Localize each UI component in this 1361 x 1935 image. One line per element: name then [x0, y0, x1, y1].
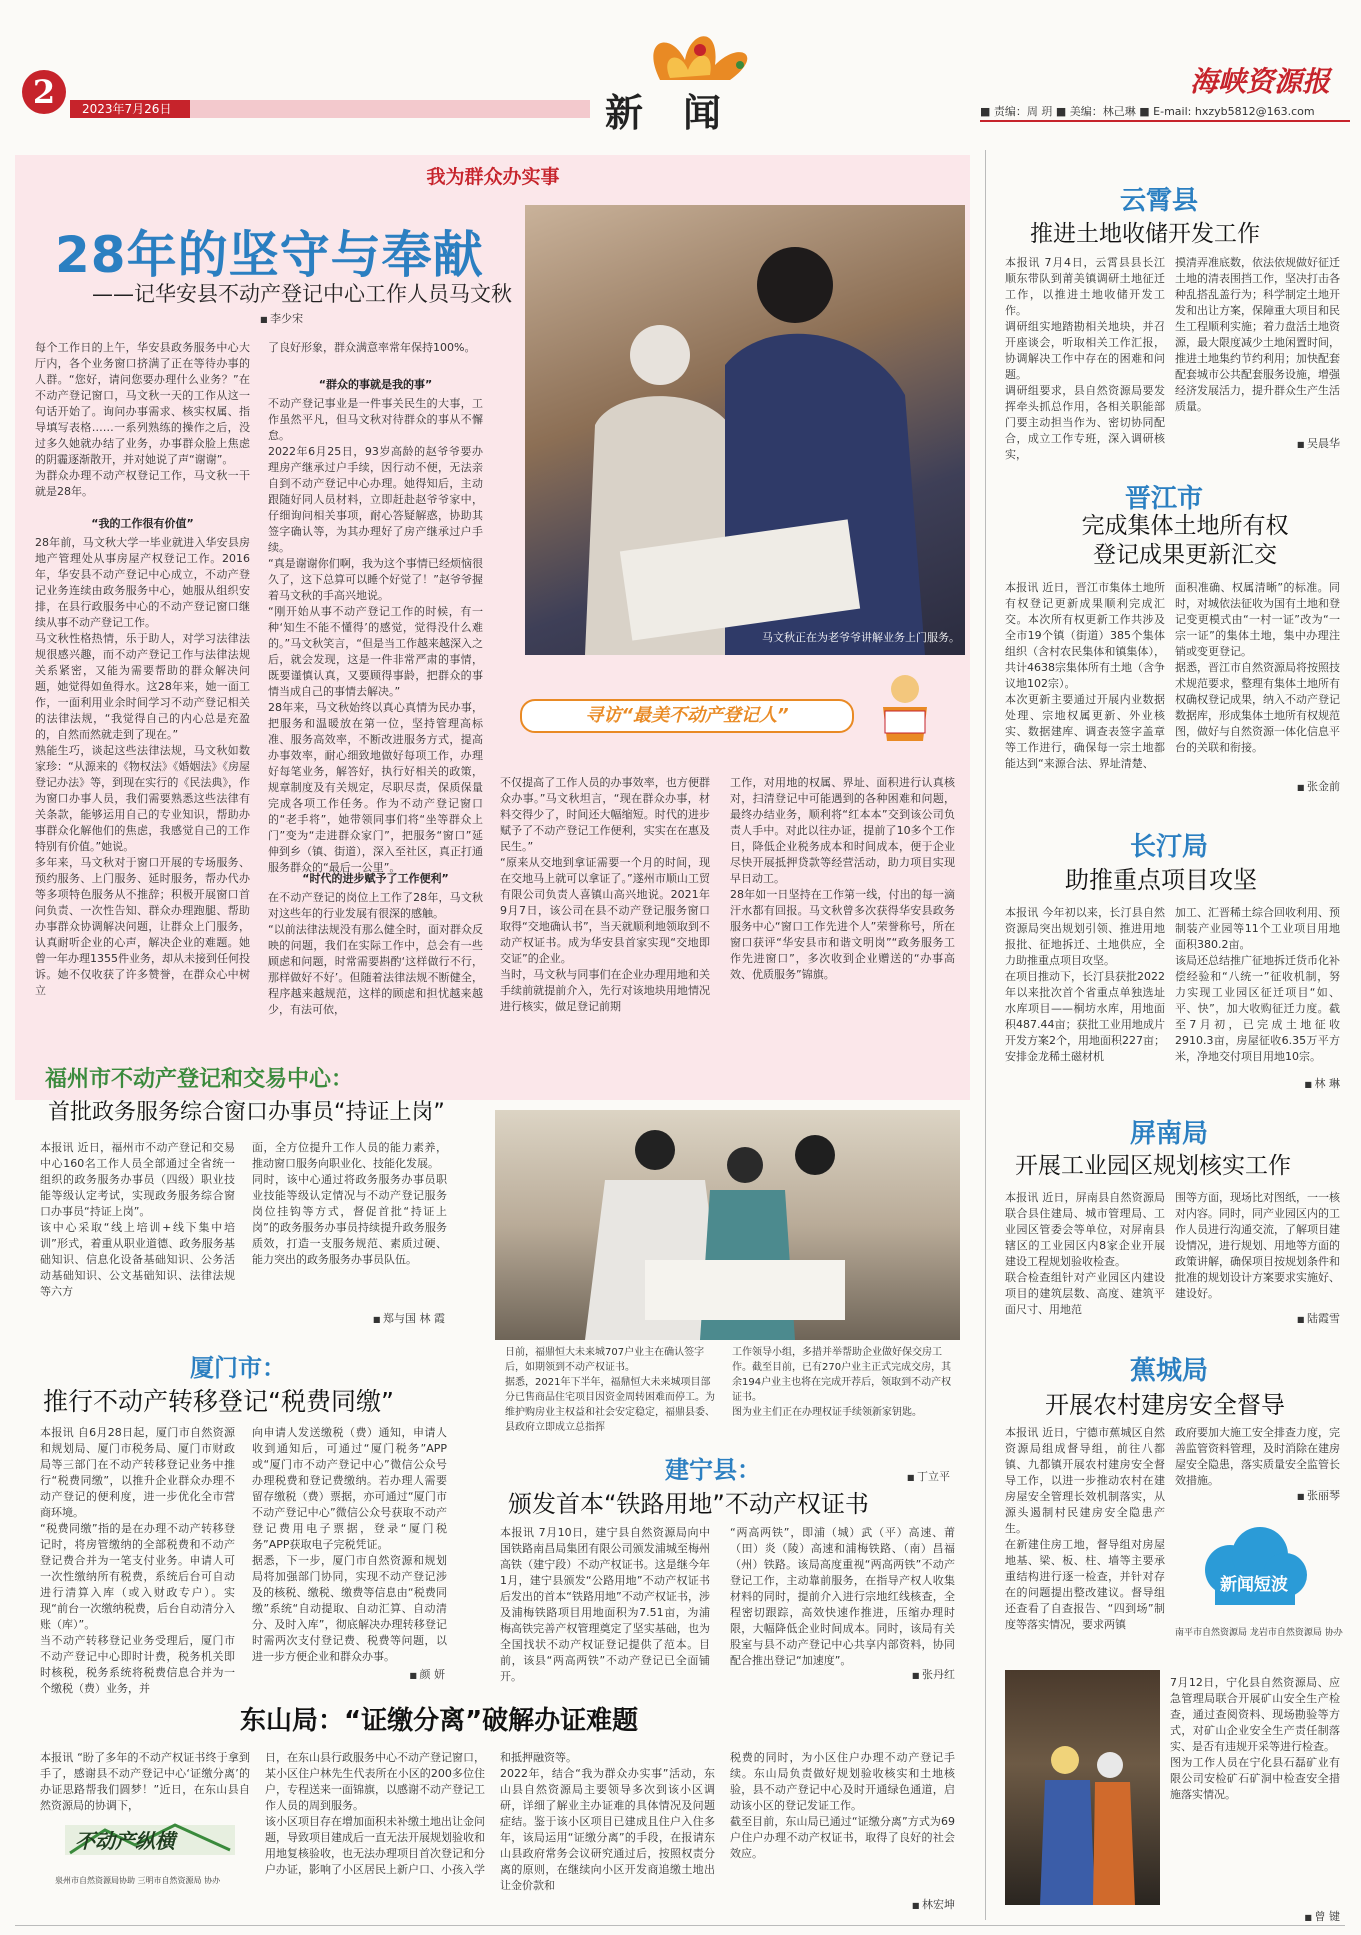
- xiamen-subtitle: 推行不动产转移登记“税费同缴”: [43, 1387, 394, 1416]
- section-char-2: 闻: [683, 90, 762, 135]
- search-badge: [520, 695, 880, 735]
- pingnan-author: ■ 陆霞雪: [1250, 1310, 1340, 1326]
- section-char-1: 新: [605, 90, 684, 135]
- jiaocheng-title: 蕉城局: [1130, 1356, 1209, 1386]
- jianning-photo: [495, 1110, 960, 1340]
- fuzhou-subtitle: 首批政务服务综合窗口办事员“持证上岗”: [48, 1100, 445, 1125]
- column-logo-sponsors: 泉州市自然资源局协助 三明市自然资源局 协办: [55, 1876, 221, 1885]
- feature-col4: 工作，对用地的权属、界址、面积进行认真核对，扫清登记中可能遇到的各种困难和问题，最终办结业务，顺利将“红本本”交到该公司负责人手中。对此以往办证，提前了10多个工作日，降低企业税务成本和时间成本，便于企业尽快开展抵押贷款等经营活动，助力项目实现早日动工。 28年如一日坚持在工作第一线，付出的每一滴汗水都有回报。马文秋曾多次获得华安县政务服务中心“窗口工作先进个人”荣誉称号，所在窗口获评“华安县市和谐文明岗”“政务服务工作先进窗口”，多次收到企业赠送的“办事高效、优质服务”锦旗。: [730, 776, 955, 981]
- yunxiao-title: 云霄县: [1120, 186, 1199, 216]
- issue-date: 2023年7月26日: [82, 102, 172, 116]
- right-column-divider: [985, 150, 986, 1920]
- yunxiao-col2: 摸清弄准底数，依法依规做好征迁土地的清表围挡工作，坚决打击各种乱搭乱盖行为；科学制定土地开发和出让方案，保障重大项目和民生工程顺利实施；着力盘活土地资源，最大限度减少土地闲置时间，推进土地集约节约利用；加快配套配套城市公共配套服务设施，增强经济发展活力，提升群众生产生活质量。: [1175, 256, 1340, 413]
- xiamen-col2: 向申请人发送缴税（费）通知，申请人收到通知后，可通过“厦门税务”APP或“厦门市不动产登记中心”微信公众号办理税费和登记费缴纳。若办理人需要留存缴税（费）票据，亦可通过“厦门市不动产登记中心”微信公众号获取不动产登记费用电子票据，登录“厦门税务”APP获取电子完税凭证。 据悉，下一步，厦门市自然资源和规划局将加强部门协同，实现不动产登记涉及的核税、缴税、缴费等信息由“税费同缴”系统“自动提取、自动汇算、自动清分、及时入库”，彻底解决办理转移登记时需两次支付登记费、税费等问题，以进一步方便企业和群众办事。: [252, 1426, 447, 1663]
- changting-col2: 加工、汇晋稀土综合回收利用、预制装产业园等11个工业项目用地面积380.2亩。 该局还总结推广征地拆迁货币化补偿经验和“八统一”征收机制，努力实现工业园区征迁项目“如、平、快”，加大收购征迁力度。截至7月初，已完成土地征收2910.3亩，房屋征收6.35万平方米，净地交付项目用地10宗。: [1175, 906, 1340, 1063]
- badge-label: 寻访“最美不动产登记人”: [520, 699, 854, 733]
- jianning-caption-1: 日前，福鼎恒大未来城707户业主在确认签字后，如期领到不动产权证书。 据悉，2021年下半年，福鼎恒大未来城项目部分已售商品住宅项目因资金周转困难而停工。为维护购房业主权益和社会安定稳定，福鼎县委、县政府立即成立总指挥: [505, 1347, 715, 1433]
- feature-col2-subhead-1: “群众的事就是我的事”: [318, 378, 433, 391]
- column-logo-title: 不动产纵横: [75, 1829, 175, 1853]
- feature-col1-body: 28年前，马文秋大学一毕业就进入华安县房地产管理处从事房屋产权登记工作。2016年，华安县不动产登记中心成立，不动产登记业务连续由政务服务中心，她服从组织安排，在县行政服务中心的不动产登记窗口继续从事不动产登记工作。 马文秋性格热情，乐于助人，对学习法律法规很感兴趣，而不动产登记工作与法律法规关系紧密，又能为需要帮助的群众解决问题，她觉得如鱼得水。这28年来，她一面工作，一面利用业余时间学习不动产登记相关的法律法规，“我觉得自己的内心总是充盈的，自然而然就走到了现在。” 熟能生巧，谈起这些法律法规，马文秋如数家珍：“从源来的《物权法》《婚姻法》《房屋登记办法》等，到现在实行的《民法典》，作为窗口办事人员，我们需要熟悉这些法律有关条款，能够运用自己的专业知识，帮助办事群众化解他们的焦虑，我感觉自己的工作特别有价值。”她说。 多年来，马文秋对于窗口开展的专场服务、预约服务、上门服务、延时服务，帮办代办等多项特色服务从不推辞；积极开展窗口首问负责、一次性告知、群众办理跑腿、帮助办事群众协调解决问题，让群众上门服务，认真耐听企业的心声，解决企业的难题。她曾一年办理1355件业务，却从未接到任何投诉。她不仅收获了许多赞誉，在群众心中树立: [35, 536, 250, 997]
- feature-col1-intro: 每个工作日的上午，华安县政务服务中心大厅内，各个业务窗口挤满了正在等待办事的人群。“您好，请问您要办理什么业务？”在不动产登记窗口，马文秋一天的工作从这一句话开始了。询问办事需求、核实权属、指导填写表格……一系列熟练的操作之后，没过多久她就办结了业务，办事群众脸上焦虑的阴霾逐渐散开，并对她说了声“谢谢”。 为群众办理不动产权登记工作，马文秋一干就是28年。: [35, 341, 250, 498]
- feature-title: 28年的坚守与奉献: [55, 226, 484, 284]
- brief-photo: [1005, 1670, 1160, 1905]
- dongshan-col4: 税费的同时，为小区住户办理不动产登记手续。东山局负责做好规划验收核实和土地核验，县不动产登记中心及时开通绿色通道，启动该小区的登记发证工作。 截至目前，东山局已通过“证缴分离”方式为69户住户办理不动产权证书，取得了良好的社会效应。: [730, 1751, 955, 1860]
- feature-subtitle: ——记华安县不动产登记中心工作人员马文秋: [92, 282, 512, 306]
- jianning-caption-author: ■ 丁立平: [840, 1468, 950, 1484]
- paper-name: 海峡资源报: [1190, 65, 1331, 98]
- dongshan-title: 东山局：“证缴分离”破解办证难题: [240, 1706, 639, 1736]
- newsbrief-title: 新闻短波: [1220, 1575, 1288, 1595]
- masthead-rule: [980, 120, 1350, 122]
- feature-col1-subhead: “我的工作很有价值”: [91, 517, 194, 530]
- fuzhou-col2: 面，全方位提升工作人员的能力素养，推动窗口服务向职业化、技能化发展。 同时，该中心通过将政务服务办事员职业技能等级认定情况与不动产登记服务岗位挂钩等方式，督促首批“持证上岗”的政务服务办事员持续提升政务服务质效，打造一支服务规范、素质过硬、能力突出的政务服务办事员队伍。: [252, 1141, 447, 1266]
- jianning-col1: 本报讯 7月10日，建宁县自然资源局向中国铁路南昌局集团有限公司颁发浦城至梅州高铁（建宁段）不动产权证书。这是继今年1月，建宁县颁发“公路用地”不动产权证书后发出的首本“铁路用地”不动产权证书，涉及浦梅铁路项目用地面积为7.51亩，为浦梅高铁完善产权管理奠定了坚实基础，也为全国找状不动产权证登记提供了范本。目前，该县“两高两铁”不动产登记已全面铺开。: [500, 1526, 710, 1683]
- pingnan-title: 屏南局: [1130, 1119, 1209, 1149]
- xiamen-col1: 本报讯 自6月28日起，厦门市自然资源和规划局、厦门市税务局、厦门市财政局等三部门在不动产转移登记业务中推行“税费同缴”，以推升企业群众办理不动产登记的便利度，进一步优化全市营商环境。 “税费同缴”指的是在办理不动产转移登记时，将房管缴纳的全部税费和不动产登记费合并为一笔支付业务。申请人可一次性缴纳所有税费，系统后台可自动进行清算入库（或入财政专户）。实现“前台一次缴纳税费，后台自动清分入账（库）”。 当不动产转移登记业务受理后，厦门市不动产登记中心即时计费，税务机关即时核税，税务系统将税费信息合并为一个缴税（费）业务，并: [40, 1426, 235, 1695]
- dongshan-col3: 和抵押融资等。 2022年，结合“我为群众办实事”活动，东山县自然资源局主要领导多次到该小区调研，详细了解业主办证难的具体情况及问题症结。鉴于该小区项目已建成且住户入住多年，该局运用“证缴分离”的手段，在报请东山县政府常务会议研究通过后，按照权责分离的原则，在继续向小区开发商追缴土地出让金价款和: [500, 1751, 715, 1892]
- reading-figure-icon: [865, 667, 945, 747]
- newsbrief-logo: [1175, 1525, 1345, 1645]
- feature-byline: ■ 李少宋: [260, 310, 320, 326]
- changting-col1: 本报讯 今年初以来，长汀县自然资源局突出规划引领、推进用地报批、征地拆迁、土地供应，全力助推重点项目攻坚。 在项目推动下，长汀县获批2022年以来批次首个省重点单独选址水库项目——桐坊水库，用地面积487.44亩；获批工业用地成片开发方案2个，用地面积227亩；安排金龙稀土磁材机: [1005, 906, 1165, 1063]
- changting-title: 长汀局: [1130, 832, 1209, 862]
- newsbrief-sponsors: 南平市自然资源局 龙岩市自然资源局 协办: [1175, 1628, 1343, 1638]
- feature-col3: 不仅提高了工作人员的办事效率，也方便群众办事。”马文秋坦言，“现在群众办事，材料交得少了，时间还大幅缩短。时代的进步赋予了不动产登记工作便利，实实在在惠及民生。” “原来从交地到拿证需要一个月的时间，现在交地马上就可以拿证了。”遂州市顺山工贸有限公司负责人喜镇山高兴地说。2021年9月7日，该公司在县不动产登记服务窗口取得“交地确认书”，当天就顺利地领取到不动产权证书。成为华安县首家实现“交地即交证”的企业。 当时，马文秋与同事们在企业办理用地和关手续前就提前介入，先行对该地块用地情况进行核实，做足登记前期: [500, 776, 710, 1013]
- editor-line: ■ 责编：周 玥 ■ 美编：林己琳 ■ E-mail: hxzyb5812@163.com: [980, 105, 1315, 118]
- changting-subtitle: 助推重点项目攻坚: [1065, 866, 1257, 894]
- bottom-divider: [15, 1925, 1345, 1926]
- xiamen-author: ■ 颜 妍: [360, 1666, 445, 1682]
- xiamen-title: 厦门市：: [190, 1354, 286, 1382]
- dongshan-author: ■ 林宏坤: [860, 1896, 955, 1912]
- dongshan-col1: 本报讯 “盼了多年的不动产权证书终于拿到手了，感谢县不动产登记中心‘证缴分离’的办证思路帮我们圆梦！”近日，在东山县自然资源局的协调下，: [40, 1751, 250, 1812]
- feature-col2-subhead-2: “时代的进步赋予了工作便利”: [302, 872, 449, 885]
- jinjiang-subtitle: 完成集体土地所有权 登记成果更新汇交: [1081, 513, 1289, 568]
- jianning-subtitle: 颁发首本“铁路用地”不动产权证书: [508, 1490, 869, 1518]
- jianning-title: 建宁县：: [665, 1456, 761, 1484]
- pingnan-col2: 围等方面，现场比对图纸，一一核对内容。同时，同产业园区内的工作人员进行沟通交流，了解项目建设情况，进行规划、用地等方面的政策讲解，确保项目按规划条件和批准的规划设计方案要求实施好、建设好。: [1175, 1191, 1340, 1300]
- fuzhou-col1: 本报讯 近日，福州市不动产登记和交易中心160名工作人员全部通过全省统一组织的政务服务办事员（四级）职业技能等级认定考试，实现政务服务综合窗口办事员“持证上岗”。 该中心采取“线上培训+线下集中培训”形式，着重从职业道德、政务服务基础知识、信息化设备基础知识、公务活动基础知识、公文基础知识、法律法规等六方: [40, 1141, 235, 1298]
- changting-author: ■ 林 琳: [1250, 1075, 1340, 1091]
- jiaocheng-col2: 政府要加大施工安全排查力度，完善监管资料管理，及时消除在建房屋安全隐患，落实质量安全监管长效措施。: [1175, 1426, 1340, 1487]
- jiaocheng-subtitle: 开展农村建房安全督导: [1045, 1391, 1285, 1419]
- pingnan-col1: 本报讯 近日，屏南县自然资源局联合县住建局、城市管理局、工业园区管委会等单位，对屏南县辖区的工业园区内8家企业开展建设工程规划验收检查。 联合检查组针对产业园区内建设项目的建筑层数、高度、建筑平面尺寸、用地范: [1005, 1191, 1165, 1316]
- jinjiang-col2: 面积准确、权属清晰”的标准。同时，对城依法征收为国有土地和登记变更模式由“一村一证”改为“一宗一证”的集体土地，集中办理注销或变更登记。 据悉，晋江市自然资源局将按照技术规范要求，整理有集体土地所有权确权登记成果，纳入不动产登记数据库，形成集体土地所有权规范图，做好与自然资源一体化信息平台的关联和衔接。: [1175, 581, 1340, 754]
- feature-col2-body: 不动产登记事业是一件事关民生的大事，工作虽然平凡，但马文秋对待群众的事从不懈怠。 2022年6月25日，93岁高龄的赵爷爷要办理房产继承过户手续，因行动不便，无法亲自到不动产登记中心办理。她得知后，主动跟随好同人员材料，立即赶赴赵爷爷家中，仔细询问相关事项，耐心答疑解惑，协助其签字确认等，为其办理好了房产继承过户手续。 “真是谢谢你们啊，我为这个事情已经烦恼很久了，这下总算可以睡个好觉了！”赵爷爷握着马文秋的手高兴地说。 “刚开始从事不动产登记工作的时候，有一种‘知生不能不懂得’的感觉，觉得没什么难的。”马文秋笑言，“但是当工作越来越深入之后，就会发现，这是一件非常严肃的事情，既要谨慎认真，又要顾得事龄，把群众的事情当成自己的事情去解决。” 28年来，马文秋始终以真心真情为民办事，把服务和温暖放在第一位，坚持管理高标准、服务高效率，不断改进服务方式，提高办事效率，耐心细致地做好每项工作，办理好每笔业务，解答好，执行好相关的政策，规章制度及有关规定，尽职尽责，保质保量完成各项工作任务。作为不动产登记窗口的“老手将”，她带领同事们将“坐等群众上门”变为“走进群众家门”，把服务“窗口”延伸到乡（镇、街道），深入至社区，真正打通服务群众的“最后一公里”。: [268, 397, 483, 874]
- fuzhou-title: 福州市不动产登记和交易中心：: [45, 1067, 354, 1092]
- column-logo: [55, 1805, 245, 1900]
- yunxiao-subtitle: 推进土地收储开发工作: [1030, 221, 1260, 247]
- jiaocheng-author: ■ 张丽琴: [1250, 1487, 1340, 1503]
- jinjiang-author: ■ 张金前: [1250, 778, 1340, 794]
- page-number-badge: 2: [22, 70, 66, 114]
- masthead: [0, 0, 1361, 150]
- jiaocheng-col1: 本报讯 近日，宁德市蕉城区自然资源局组成督导组，前往八都镇、九都镇开展农村建房安全督导工作，以进一步推动农村在建房屋安全管理长效机制落实，从源头遏制村民建房安全隐患产生。 在新建住房工地，督导组对房屋地基、梁、板、柱、墙等主要承重结构进行逐一检查，并针对存在的问题提出整改建议。督导组还查看了自查报告、“四到场”制度等落实情况，要求两镇: [1005, 1426, 1165, 1631]
- yunxiao-col1: 本报讯 7月4日，云霄县县长江顺东带队到莆美镇调研土地征迁工作，以推进土地收储开发工作。 调研组实地踏勘相关地块，并召开座谈会，听取相关工作汇报，协调解决工作中存在的困难和问题。 调研组要求，县自然资源局要发挥牵头抓总作用，各相关职能部门要主动担当作为、密切协同配合，成立工作专班，深入调研核实，: [1005, 256, 1165, 461]
- dongshan-col2: 日，在东山县行政服务中心不动产登记窗口，某小区住户林先生代表所在小区的200多位住户，专程送来一面锦旗，以感谢不动产登记工作人员的周到服务。 该小区项目存在增加面积未补缴土地出让金问题，导致项目建成后一直无法开展规划验收和用地复核验收，也无法办理项目首次登记和分户办证，影响了小区居民上新户口、小孩入学: [265, 1751, 485, 1876]
- pingnan-subtitle: 开展工业园区规划核实工作: [1015, 1153, 1291, 1179]
- jianning-author: ■ 张丹红: [860, 1666, 955, 1682]
- feature-photo-caption: 马文秋正在为老爷爷讲解业务上门服务。: [762, 631, 960, 644]
- yunxiao-author: ■ 吴晨华: [1250, 435, 1340, 451]
- jinjiang-title: 晋江市: [1125, 484, 1204, 514]
- section-title: [605, 82, 761, 137]
- jianning-col2: “两高两铁”，即浦（城）武（平）高速、莆（田）炎（陵）高速和浦梅铁路、（南）昌福（州）铁路。该局高度重视“两高两铁”不动产登记工作，主动靠前服务，在指导产权人收集材料的同时，提前介入进行宗地红线核查，全程密切跟踪，高效快速作推进，压缩办理时限，大幅降低企业时间成本。同时，该局有关股室与县不动产登记中心共享内部资料，协同配合推出登记“加速度”。: [730, 1526, 955, 1667]
- fuzhou-author: ■ 郑与国 林 霞: [300, 1310, 445, 1326]
- feature-col2-intro: 了良好形象，群众满意率常年保持100%。: [268, 341, 476, 354]
- brief-author: ■ 曾 键: [1260, 1908, 1340, 1924]
- feature-col2-tail: 在不动产登记的岗位上工作了28年，马文秋对这些年的行业发展有很深的感触。 “以前法律法规没有那么健全时，面对群众反映的问题，我们在实际工作中，总会有一些顾虑和问题，时常需要斟酌‘这样做行不行，那样做好不好’。但随着法律法规不断健全，程序越来越规范，这样的顾虑和担忧越来越少，有法可依，: [268, 891, 483, 1016]
- feature-kicker: 我为群众办实事: [426, 166, 560, 188]
- feature-photo: [525, 205, 965, 655]
- brief-text: 7月12日，宁化县自然资源局、应急管理局联合开展矿山安全生产检查，通过查阅资料、现场勘验等方式，对矿山企业安全生产责任制落实、是否有违规开采等进行检查。 图为工作人员在宁化县石磊矿业有限公司安检矿石矿洞中检查安全措施落实情况。: [1170, 1676, 1340, 1801]
- jinjiang-col1: 本报讯 近日，晋江市集体土地所有权登记更新成果顺利完成汇交。本次所有权更新工作共涉及全市19个镇（街道）385个集体组织（含村农民集体和镇集体），共计4638宗集体所有土地（含争议地102宗）。 本次更新主要通过开展内业数据处理、宗地权属更新、外业核实、数据建库、调查表签字盖章等工作进行，确保每一宗土地都能达到“来源合法、界址清楚、: [1005, 581, 1165, 770]
- jianning-caption-2: 工作领导小组，多措并举帮助企业做好保交房工作。截至目前，已有270户业主正式完成交房，其余194户业主也将在完成开荐后，领取到不动产权证书。 图为业主们正在办理权证手续领新家钥匙。: [732, 1347, 952, 1418]
